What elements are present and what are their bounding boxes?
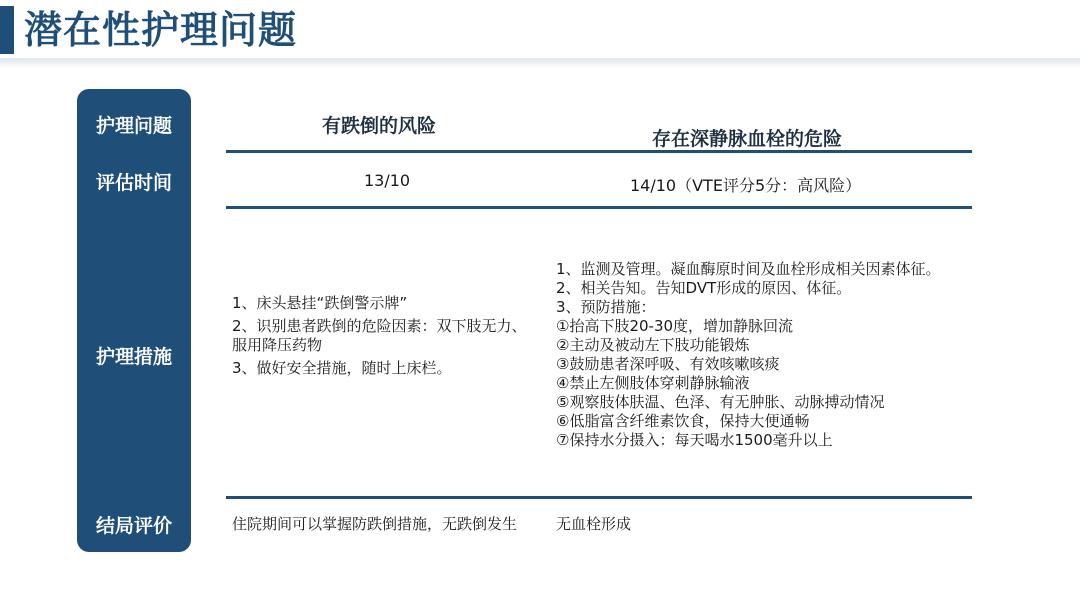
fall-measure-item: 服用降压药物 [232, 336, 323, 354]
fall-assessment-time: 13/10 [364, 171, 411, 190]
fall-measure-item: 3、做好安全措施，随时上床栏。 [232, 359, 452, 377]
dvt-measure-item: 2、相关告知。告知DVT形成的原因、体征。 [556, 279, 852, 297]
table-divider-3 [226, 496, 972, 499]
row-label-problem: 护理问题 [95, 115, 172, 137]
row-label-time: 评估时间 [95, 172, 172, 194]
dvt-assessment-time: 14/10（VTE评分5分：高风险） [630, 176, 862, 195]
dvt-measure-item: 3、预防措施： [556, 298, 656, 316]
table-divider-2 [226, 206, 972, 209]
dvt-measures-list [556, 260, 941, 450]
fall-measure-item: 1、床头悬挂“跌倒警示牌” [232, 294, 408, 312]
dvt-measure-item: ⑥低脂富含纤维素饮食，保持大便通畅 [556, 412, 810, 430]
dvt-measure-item: ①抬高下肢20-30度，增加静脉回流 [556, 317, 794, 335]
row-label-panel [77, 89, 191, 552]
fall-measure-item: 2、识别患者跌倒的危险因素：双下肢无力、 [232, 317, 527, 335]
dvt-measure-item: ③鼓励患者深呼吸、有效咳嗽咳痰 [556, 355, 780, 373]
page-title: 潜在性护理问题 [24, 8, 298, 52]
row-label-evaluation: 结局评价 [95, 515, 172, 537]
table-divider-1 [226, 150, 972, 153]
dvt-measure-item: ⑤观察肢体肤温、色泽、有无肿胀、动脉搏动情况 [556, 393, 885, 411]
dvt-measure-item: ④禁止左侧肢体穿刺静脉输液 [556, 374, 750, 392]
row-label-measures: 护理措施 [95, 346, 172, 368]
fall-measures-list [232, 294, 527, 378]
dvt-problem-heading: 存在深静脉血栓的危险 [652, 128, 843, 150]
fall-problem-heading: 有跌倒的风险 [322, 115, 437, 137]
title-divider [0, 58, 1080, 68]
dvt-measure-item: 1、监测及管理。凝血酶原时间及血栓形成相关因素体征。 [556, 260, 941, 278]
dvt-measure-item: ⑦保持水分摄入：每天喝水1500毫升以上 [556, 431, 833, 449]
title-accent-bar [0, 6, 14, 54]
dvt-evaluation: 无血栓形成 [556, 515, 632, 533]
fall-evaluation: 住院期间可以掌握防跌倒措施，无跌倒发生 [232, 515, 518, 533]
dvt-measure-item: ②主动及被动左下肢功能锻炼 [556, 336, 750, 354]
